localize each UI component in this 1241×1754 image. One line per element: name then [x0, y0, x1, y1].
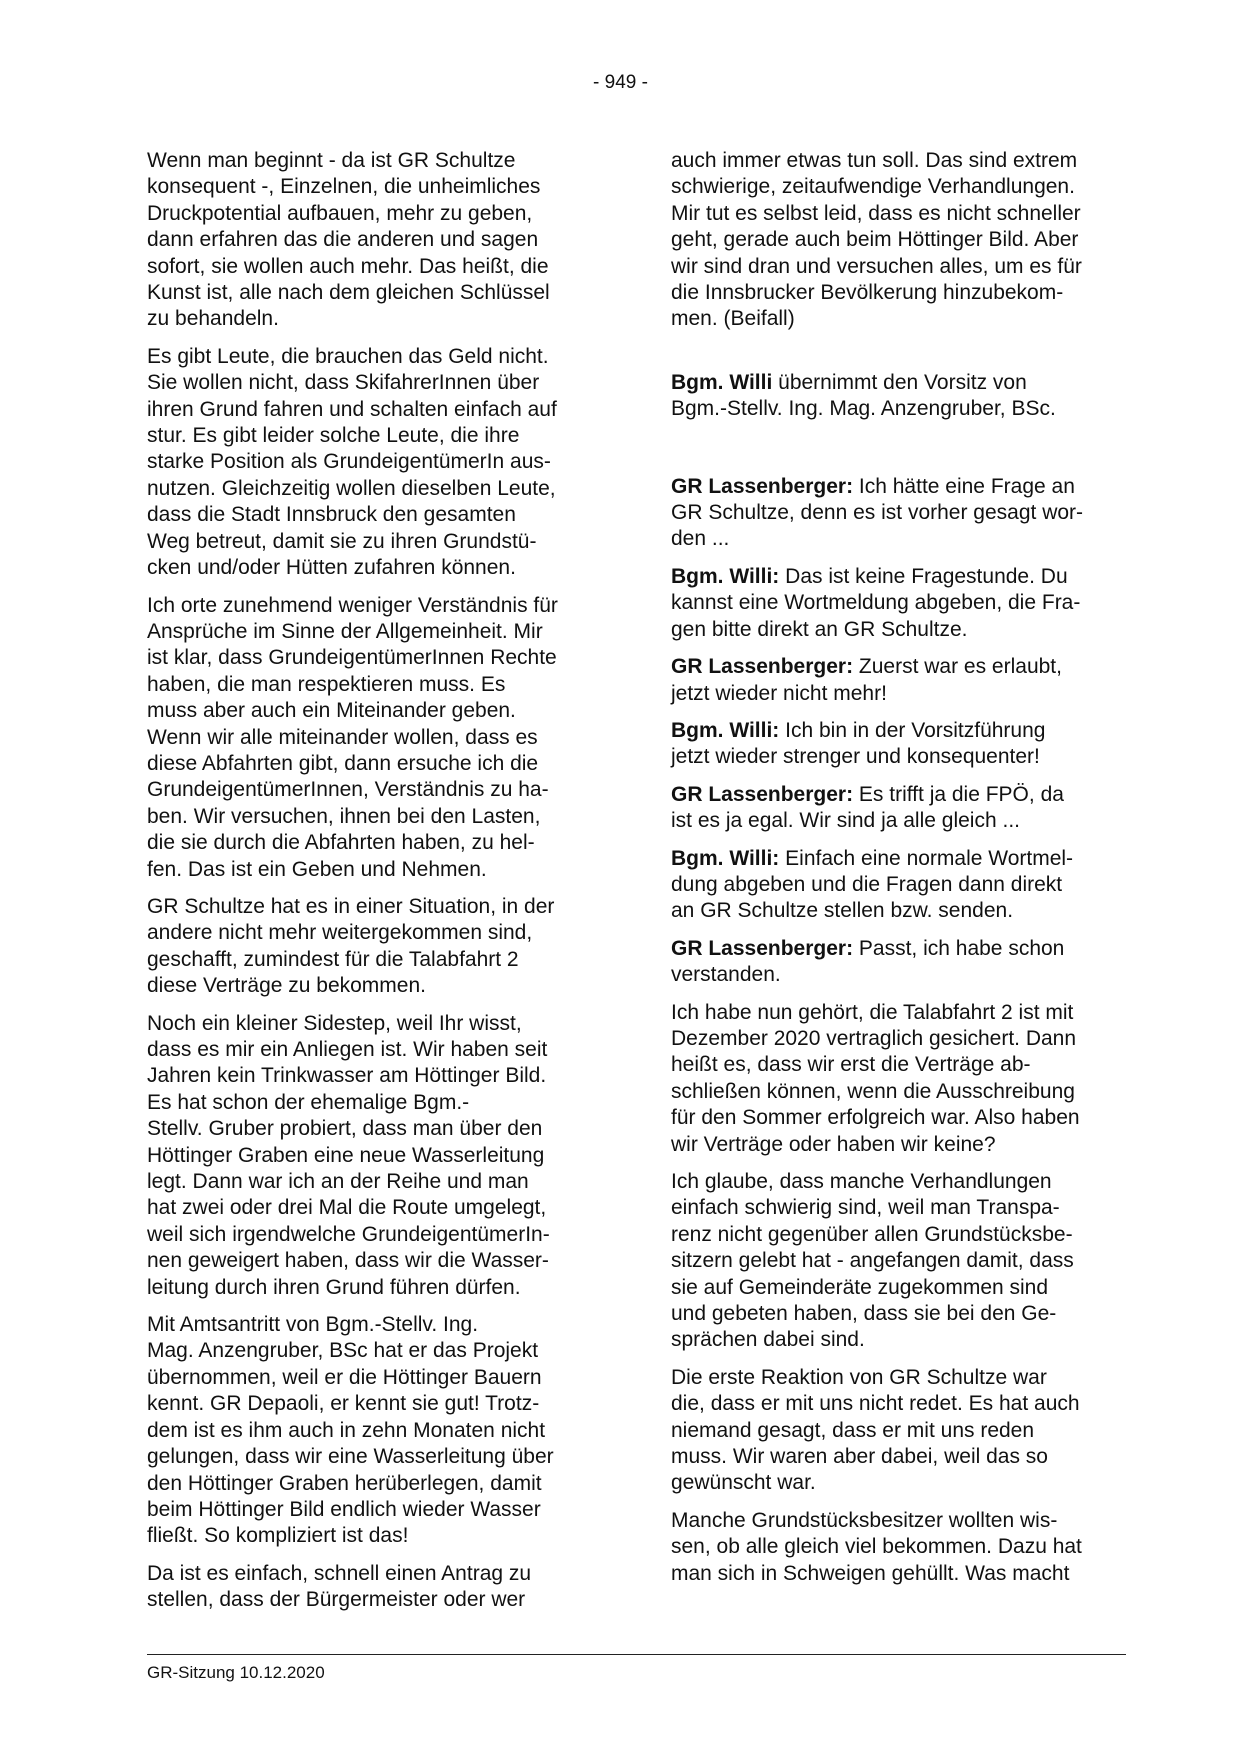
text-line: Stellv. Gruber probiert, dass man über den — [147, 1117, 543, 1141]
text-line: Noch ein kleiner Sidestep, weil Ihr wisst, — [147, 1011, 522, 1035]
text-line: schließen können, wenn die Ausschreibung — [671, 1079, 1075, 1103]
speech-paragraph — [671, 654, 1131, 707]
text-line: den Höttinger Graben herüberlegen, damit — [147, 1471, 542, 1495]
speech-paragraph — [671, 474, 1131, 553]
text-line: man sich in Schweigen gehüllt. Was macht — [671, 1561, 1070, 1585]
text-line: Höttinger Graben eine neue Wasserleitung — [147, 1143, 545, 1167]
text-line: renz nicht gegenüber allen Grundstücksbe- — [671, 1222, 1073, 1246]
right-column — [671, 148, 1131, 1598]
speech-paragraph — [671, 782, 1131, 835]
speech-paragraph — [671, 846, 1131, 925]
paragraph — [671, 148, 1131, 333]
text-line: und gebeten haben, dass sie bei den Ge- — [671, 1302, 1057, 1326]
text-line: schwierige, zeitaufwendige Verhandlungen. — [671, 175, 1075, 199]
footer-divider — [147, 1654, 1126, 1655]
paragraph — [147, 593, 607, 883]
text-line: beim Höttinger Bild endlich wieder Wasser — [147, 1497, 541, 1521]
text-line: auch immer etwas tun soll. Das sind extrem — [671, 149, 1078, 172]
speaker-name: GR Lassenberger: — [671, 782, 854, 806]
text-line: übernommen, weil er die Höttinger Bauern — [147, 1365, 542, 1389]
text-line: sprächen dabei sind. — [671, 1328, 865, 1352]
text-line: GR Schultze, denn es ist vorher gesagt wor- — [671, 501, 1084, 525]
text-line: Ich glaube, dass manche Verhandlungen — [671, 1170, 1052, 1193]
text-line: andere nicht mehr weitergekommen sind, — [147, 921, 533, 945]
text-line: verstanden. — [671, 963, 781, 987]
paragraph — [671, 1169, 1131, 1354]
paragraph — [671, 1000, 1131, 1158]
spacer — [671, 344, 1131, 370]
paragraph — [671, 1365, 1131, 1497]
text-line: den ... — [671, 527, 730, 551]
text-line: diese Abfahrten gibt, dann ersuche ich die — [147, 751, 539, 775]
text-line — [671, 370, 1131, 396]
text-line — [671, 936, 1131, 962]
text-line: dung abgeben und die Fragen dann direkt — [671, 872, 1063, 896]
text-line: Ich orte zunehmend weniger Verständnis für — [147, 593, 558, 617]
paragraph — [147, 894, 607, 1000]
text-line: stellen, dass der Bürgermeister oder wer — [147, 1588, 526, 1612]
text-line: Weg betreut, damit sie zu ihren Grundstü- — [147, 529, 537, 553]
text-line: Mir tut es selbst leid, dass es nicht schneller — [671, 201, 1081, 225]
speaker-name: GR Lassenberger: — [671, 936, 854, 960]
text-line: Jahren kein Trinkwasser am Höttinger Bild. — [147, 1064, 547, 1088]
speaker-name: GR Lassenberger: — [671, 474, 854, 498]
text-line: starke Position als GrundeigentümerIn aus- — [147, 450, 551, 474]
paragraph — [671, 1508, 1131, 1587]
speech-text: übernimmt den Vorsitz von — [772, 370, 1027, 394]
text-line: Sie wollen nicht, dass SkifahrerInnen über — [147, 371, 540, 395]
text-line — [671, 654, 1131, 680]
text-line: Ich habe nun gehört, die Talabfahrt 2 ist mit — [671, 1000, 1074, 1024]
paragraph — [147, 344, 607, 582]
speaker-name: Bgm. Willi: — [671, 718, 780, 742]
text-line: Da ist es einfach, schnell einen Antrag zu — [147, 1561, 532, 1585]
speaker-name: Bgm. Willi: — [671, 564, 780, 588]
text-line: sie auf Gemeinderäte zugekommen sind — [671, 1275, 1049, 1299]
text-line: gelungen, dass wir eine Wasserleitung über — [147, 1445, 554, 1469]
text-line: kannst eine Wortmeldung abgeben, die Fra- — [671, 591, 1081, 615]
text-line — [671, 846, 1131, 872]
text-line: die sie durch die Abfahrten haben, zu hel- — [147, 831, 535, 855]
text-line: Wenn man beginnt - da ist GR Schultze — [147, 149, 516, 172]
text-line: wir sind dran und versuchen alles, um es für — [671, 254, 1082, 278]
text-line: Mag. Anzengruber, BSc hat er das Projekt — [147, 1339, 539, 1363]
speaker-name: Bgm. Willi: — [671, 846, 780, 870]
paragraph — [147, 1312, 607, 1550]
text-line: weil sich irgendwelche GrundeigentümerIn- — [147, 1222, 550, 1246]
text-line: stur. Es gibt leider solche Leute, die ihre — [147, 424, 520, 448]
text-line: dass es mir ein Anliegen ist. Wir haben seit — [147, 1038, 548, 1061]
text-line — [671, 782, 1131, 808]
text-line: cken und/oder Hütten zufahren können. — [147, 556, 516, 580]
text-line: muss aber auch ein Miteinander geben. — [147, 699, 516, 723]
text-line: sen, ob alle gleich viel bekommen. Dazu hat — [671, 1535, 1082, 1559]
text-line: gen bitte direkt an GR Schultze. — [671, 617, 968, 641]
text-line: Die erste Reaktion von GR Schultze war — [671, 1365, 1047, 1389]
speech-paragraph — [671, 564, 1131, 643]
text-line: dem ist es ihm auch in zehn Monaten nicht — [147, 1418, 546, 1442]
text-line: sitzern gelebt hat - angefangen damit, dass — [671, 1249, 1074, 1273]
text-line: men. (Beifall) — [671, 307, 795, 331]
text-line: Es hat schon der ehemalige Bgm.- — [147, 1090, 470, 1114]
text-line: Es gibt Leute, die brauchen das Geld nicht. — [147, 344, 549, 368]
text-line: leitung durch ihren Grund führen dürfen. — [147, 1275, 521, 1299]
text-line: nen geweigert haben, dass wir die Wasser- — [147, 1249, 549, 1273]
text-line: fen. Das ist ein Geben und Nehmen. — [147, 857, 487, 881]
text-line: kennt. GR Depaoli, er kennt sie gut! Trotz- — [147, 1392, 540, 1416]
paragraph — [147, 1561, 607, 1614]
speaker-name: GR Lassenberger: — [671, 655, 854, 679]
text-line: nutzen. Gleichzeitig wollen dieselben Leute, — [147, 476, 556, 500]
text-line: Druckpotential aufbauen, mehr zu geben, — [147, 201, 533, 225]
spacer — [671, 434, 1131, 474]
text-line: die, dass er mit uns nicht redet. Es hat auch — [671, 1392, 1080, 1416]
text-line: einfach schwierig sind, weil man Transpa- — [671, 1196, 1060, 1220]
text-line — [671, 718, 1131, 744]
text-line: diese Verträge zu bekommen. — [147, 974, 426, 998]
chair-change-note — [671, 370, 1131, 423]
speech-text: Passt, ich habe schon — [853, 936, 1065, 960]
text-line: ben. Wir versuchen, ihnen bei den Lasten, — [147, 804, 541, 828]
speech-text: Es trifft ja die FPÖ, da — [853, 782, 1064, 806]
text-line: ist klar, dass GrundeigentümerInnen Rechte — [147, 646, 557, 670]
text-line: Bgm.-Stellv. Ing. Mag. Anzengruber, BSc. — [671, 397, 1056, 421]
text-line: jetzt wieder strenger und konsequenter! — [671, 745, 1040, 769]
text-line: dann erfahren das die anderen und sagen — [147, 228, 539, 252]
speech-text: Ich hätte eine Frage an — [853, 474, 1075, 498]
text-line: Mit Amtsantritt von Bgm.-Stellv. Ing. — [147, 1313, 479, 1337]
text-line: Manche Grundstücksbesitzer wollten wis- — [671, 1508, 1058, 1532]
left-column — [147, 148, 607, 1625]
speech-text: Zuerst war es erlaubt, — [853, 655, 1062, 679]
speech-paragraph — [671, 936, 1131, 989]
footer-session-label: GR-Sitzung 10.12.2020 — [147, 1663, 325, 1682]
text-line: niemand gesagt, dass er mit uns reden — [671, 1418, 1035, 1442]
text-line: an GR Schultze stellen bzw. senden. — [671, 899, 1014, 923]
text-line: Ansprüche im Sinne der Allgemeinheit. Mir — [147, 619, 543, 643]
text-line: Wenn wir alle miteinander wollen, dass es — [147, 725, 538, 749]
speaker-name: Bgm. Willi — [671, 370, 773, 394]
text-line: Dezember 2020 vertraglich gesichert. Dann — [671, 1026, 1077, 1050]
text-line: für den Sommer erfolgreich war. Also haben — [671, 1106, 1080, 1130]
text-line: gewünscht war. — [671, 1471, 816, 1495]
text-line: fließt. So kompliziert ist das! — [147, 1524, 409, 1548]
text-line: dass die Stadt Innsbruck den gesamten — [147, 503, 516, 527]
text-line: Kunst ist, alle nach dem gleichen Schlüssel — [147, 281, 550, 305]
paragraph — [147, 1011, 607, 1301]
text-line: jetzt wieder nicht mehr! — [671, 681, 887, 705]
page-number: - 949 - — [593, 72, 648, 93]
text-line: muss. Wir waren aber dabei, weil das so — [671, 1445, 1048, 1469]
text-line: ihren Grund fahren und schalten einfach auf — [147, 397, 557, 421]
text-line: zu behandeln. — [147, 307, 279, 331]
text-line: sofort, sie wollen auch mehr. Das heißt, die — [147, 254, 549, 278]
text-line: konsequent -, Einzelnen, die unheimliches — [147, 175, 541, 199]
text-line: geht, gerade auch beim Höttinger Bild. Aber — [671, 228, 1079, 252]
text-line: haben, die man respektieren muss. Es — [147, 672, 506, 696]
text-line — [671, 564, 1131, 590]
text-line: geschafft, zumindest für die Talabfahrt 2 — [147, 947, 519, 971]
text-line: GR Schultze hat es in einer Situation, in der — [147, 894, 555, 918]
text-line — [671, 474, 1131, 500]
text-line: die Innsbrucker Bevölkerung hinzubekom- — [671, 281, 1064, 305]
speech-paragraph — [671, 718, 1131, 771]
text-line: ist es ja egal. Wir sind ja alle gleich ... — [671, 809, 1020, 833]
paragraph — [147, 148, 607, 333]
text-line: heißt es, dass wir erst die Verträge ab- — [671, 1053, 1031, 1077]
speech-text: Ich bin in der Vorsitzführung — [779, 718, 1046, 742]
text-line: hat zwei oder drei Mal die Route umgelegt, — [147, 1196, 547, 1220]
speech-text: Das ist keine Fragestunde. Du — [779, 564, 1068, 588]
text-line: wir Verträge oder haben wir keine? — [671, 1132, 996, 1156]
speech-text: Einfach eine normale Wortmel- — [779, 846, 1074, 870]
text-line: GrundeigentümerInnen, Verständnis zu ha- — [147, 778, 549, 802]
text-line: legt. Dann war ich an der Reihe und man — [147, 1170, 529, 1194]
